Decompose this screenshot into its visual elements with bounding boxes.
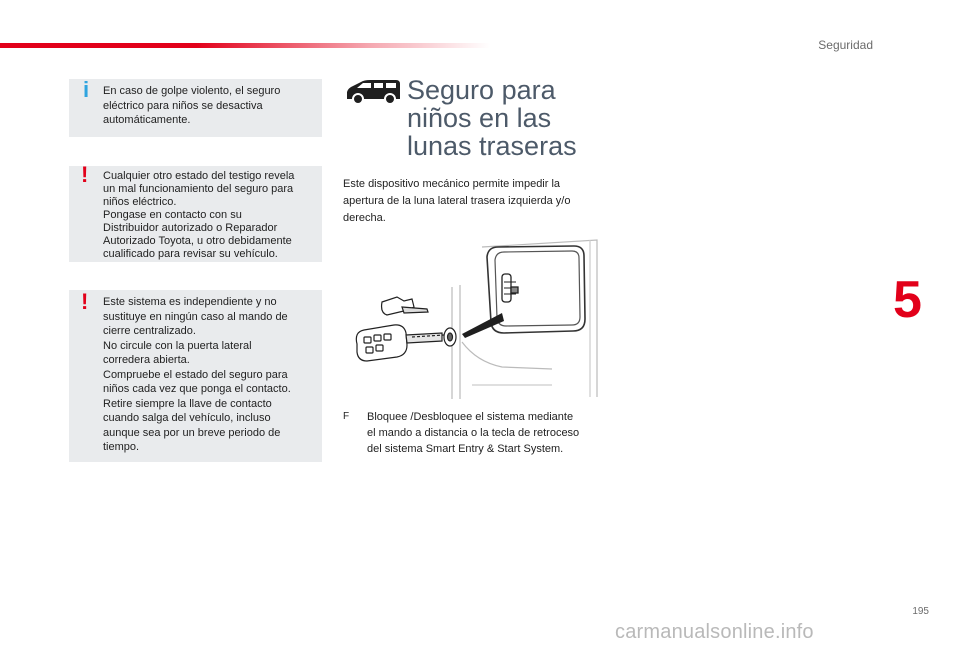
warning-line: Distribuidor autorizado o Reparador bbox=[103, 222, 278, 234]
warning-line: corredera abierta. bbox=[103, 354, 190, 366]
warning-line: niños cada vez que ponga el contacto. bbox=[103, 383, 291, 395]
warning-line: sustituye en ningún caso al mando de bbox=[103, 310, 288, 323]
info-note-box bbox=[69, 79, 322, 137]
warning-icon: ! bbox=[81, 289, 89, 314]
rear-window-lock-illustration bbox=[352, 237, 600, 399]
watermark: carmanualsonline.info bbox=[615, 621, 814, 643]
page-number: 195 bbox=[912, 606, 929, 617]
van-icon bbox=[344, 79, 402, 105]
warning-line: Pongase en contacto con su bbox=[103, 209, 242, 221]
intro-line: apertura de la luna lateral trasera izquierda y/o bbox=[343, 195, 571, 207]
warning-line: niños eléctrico. bbox=[103, 196, 177, 208]
warning-line: No circule con la puerta lateral bbox=[103, 339, 252, 352]
heading-line: lunas traseras bbox=[407, 131, 577, 161]
heading-line: niños en las bbox=[407, 103, 552, 133]
warning-icon: ! bbox=[81, 162, 89, 187]
chapter-number: 5 bbox=[893, 271, 922, 329]
info-line: eléctrico para niños se desactiva bbox=[103, 99, 263, 112]
warning-note-box-1 bbox=[69, 162, 322, 262]
warning-line: cualificado para revisar su vehículo. bbox=[103, 248, 278, 260]
step-line: del sistema Smart Entry & Start System. bbox=[367, 443, 564, 455]
intro-line: Este dispositivo mecánico permite impedir la bbox=[343, 178, 561, 190]
section-heading bbox=[407, 76, 577, 160]
heading-line: Seguro para bbox=[407, 75, 556, 105]
warning-line: Cualquier otro estado del testigo revela bbox=[103, 170, 295, 182]
warning-line: Autorizado Toyota, u otro debidamente bbox=[103, 235, 292, 247]
warning-line: cuando salga del vehículo, incluso bbox=[103, 412, 271, 424]
section-title: Seguridad bbox=[818, 38, 873, 52]
step-bullet-icon: F bbox=[343, 411, 350, 422]
warning-line: Retire siempre la llave de contacto bbox=[103, 397, 272, 410]
info-line: automáticamente. bbox=[103, 114, 191, 126]
warning-line: cierre centralizado. bbox=[103, 325, 196, 337]
intro-paragraph bbox=[343, 176, 613, 227]
warning-line: aunque sea por un breve periodo de bbox=[103, 426, 281, 439]
step-line: el mando a distancia o la tecla de retroceso bbox=[367, 427, 580, 439]
warning-line: Compruebe el estado del seguro para bbox=[103, 368, 288, 381]
warning-line: Este sistema es independiente y no bbox=[103, 296, 277, 308]
warning-note-box-2 bbox=[69, 290, 322, 462]
step-line: Bloquee /Desbloquee el sistema mediante bbox=[367, 411, 574, 423]
info-line: En caso de golpe violento, el seguro bbox=[103, 85, 281, 97]
warning-line: tiempo. bbox=[103, 441, 140, 453]
warning-line: un mal funcionamiento del seguro para bbox=[103, 183, 294, 195]
top-accent-bar bbox=[0, 43, 490, 48]
intro-line: derecha. bbox=[343, 212, 386, 224]
info-icon: i bbox=[83, 77, 90, 102]
